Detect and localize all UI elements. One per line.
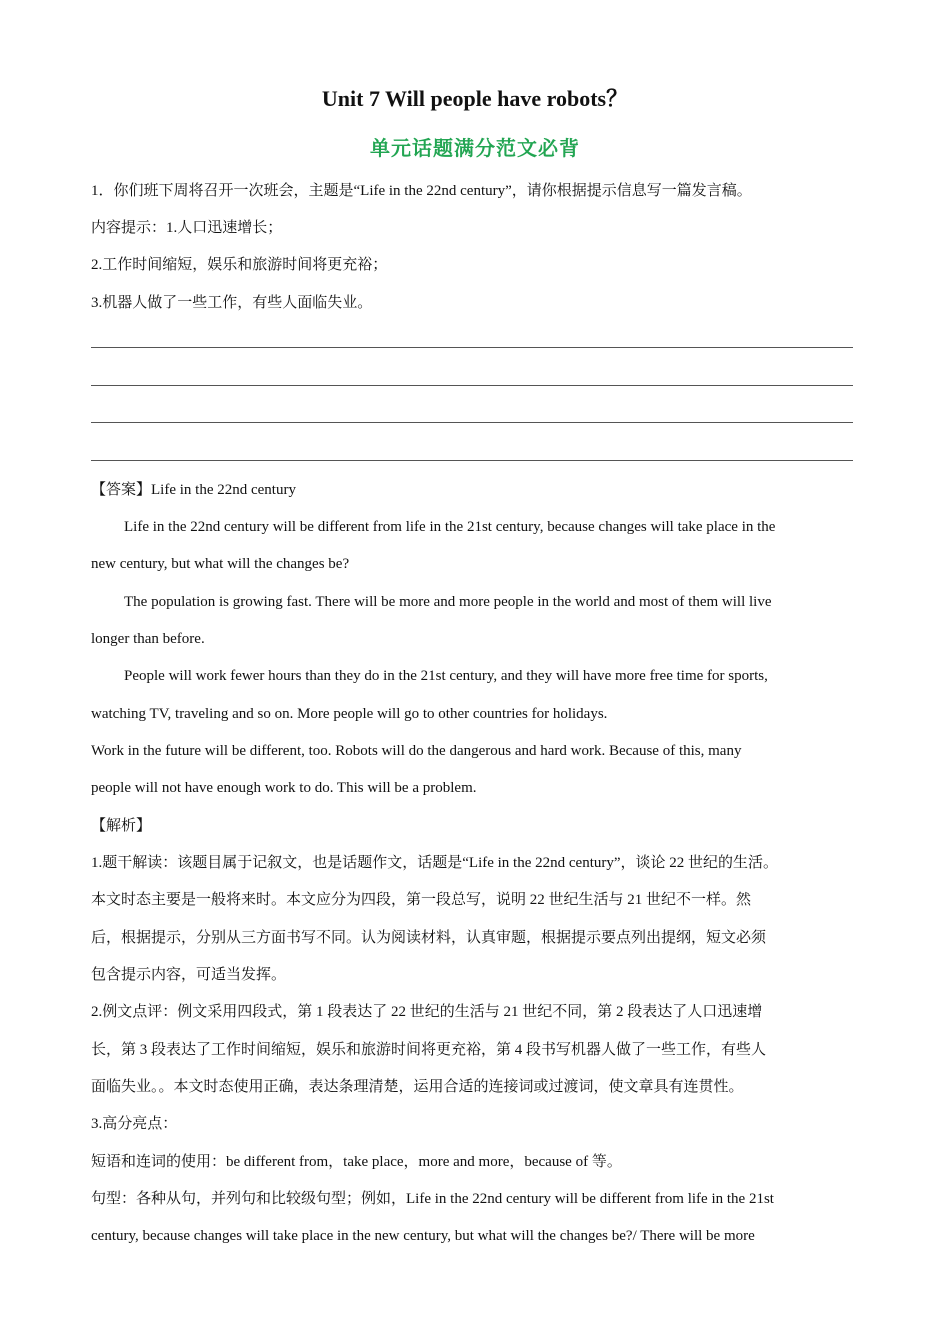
analysis-line: 短语和连词的使用：be different from，take place，more and more，because of 等。 (91, 1154, 622, 1170)
writing-line (91, 422, 853, 423)
analysis-line: 本文时态主要是一般将来时。本文应分为四段，第一段总写，说明 22 世纪生活与 21 世纪不一样。然 (91, 892, 752, 908)
hint-line: 2.工作时间缩短，娱乐和旅游时间将更充裕； (91, 257, 388, 273)
writing-line (91, 460, 853, 461)
analysis-heading: 【解析】 (91, 818, 152, 834)
answer-line: The population is growing fast. There will be more and more people in the world and most of them will live (124, 594, 772, 610)
answer-line: people will not have enough work to do. This will be a problem. (91, 780, 477, 796)
answer-line: Work in the future will be different, too. Robots will do the dangerous and hard work. Because of this, many (91, 743, 742, 759)
page-title: Unit 7 Will people have robots？ (321, 86, 629, 111)
analysis-line: century, because changes will take place in the new century, but what will the changes be?/ There will be more (91, 1228, 755, 1244)
page-subtitle: 单元话题满分范文必背 (370, 138, 580, 160)
analysis-line: 包含提示内容，可适当发挥。 (91, 967, 287, 983)
writing-line (91, 385, 853, 386)
hint-line: 3.机器人做了一些工作，有些人面临失业。 (91, 295, 373, 311)
hint-line: 内容提示：1.人口迅速增长； (91, 220, 283, 236)
analysis-line: 句型：各种从句，并列句和比较级句型；例如，Life in the 22nd century will be different from life in the 21st (91, 1191, 774, 1207)
analysis-line: 后，根据提示，分别从三方面书写不同。认为阅读材料，认真审题，根据提示要点列出提纲，短文必须 (91, 930, 767, 946)
answer-line: watching TV, traveling and so on. More people will go to other countries for holidays. (91, 706, 608, 722)
writing-line (91, 347, 853, 348)
answer-line: People will work fewer hours than they do in the 21st century, and they will have more free time for sports, (124, 668, 768, 684)
analysis-line: 2.例文点评：例文采用四段式，第 1 段表达了 22 世纪的生活与 21 世纪不同，第 2 段表达了人口迅速增 (91, 1004, 763, 1020)
analysis-line: 3.高分亮点： (91, 1116, 178, 1132)
analysis-line: 1.题干解读：该题目属于记叙文，也是话题作文，话题是“Life in the 22nd century”，谈论 22 世纪的生活。 (91, 855, 779, 871)
answer-line: Life in the 22nd century will be different from life in the 21st century, because changes will take place in the (124, 519, 776, 535)
analysis-line: 面临失业。。本文时态使用正确，表达条理清楚，运用合适的连接词或过渡词，使文章具有连贯性。 (91, 1079, 744, 1095)
answer-line: longer than before. (91, 631, 205, 647)
answer-heading: 【答案】Life in the 22nd century (91, 482, 296, 498)
answer-line: new century, but what will the changes be? (91, 556, 350, 572)
question-prompt: 1．你们班下周将召开一次班会，主题是“Life in the 22nd century”，请你根据提示信息写一篇发言稿。 (91, 183, 752, 199)
analysis-line: 长，第 3 段表达了工作时间缩短，娱乐和旅游时间将更充裕，第 4 段书写机器人做了一些工作，有些人 (91, 1042, 767, 1058)
